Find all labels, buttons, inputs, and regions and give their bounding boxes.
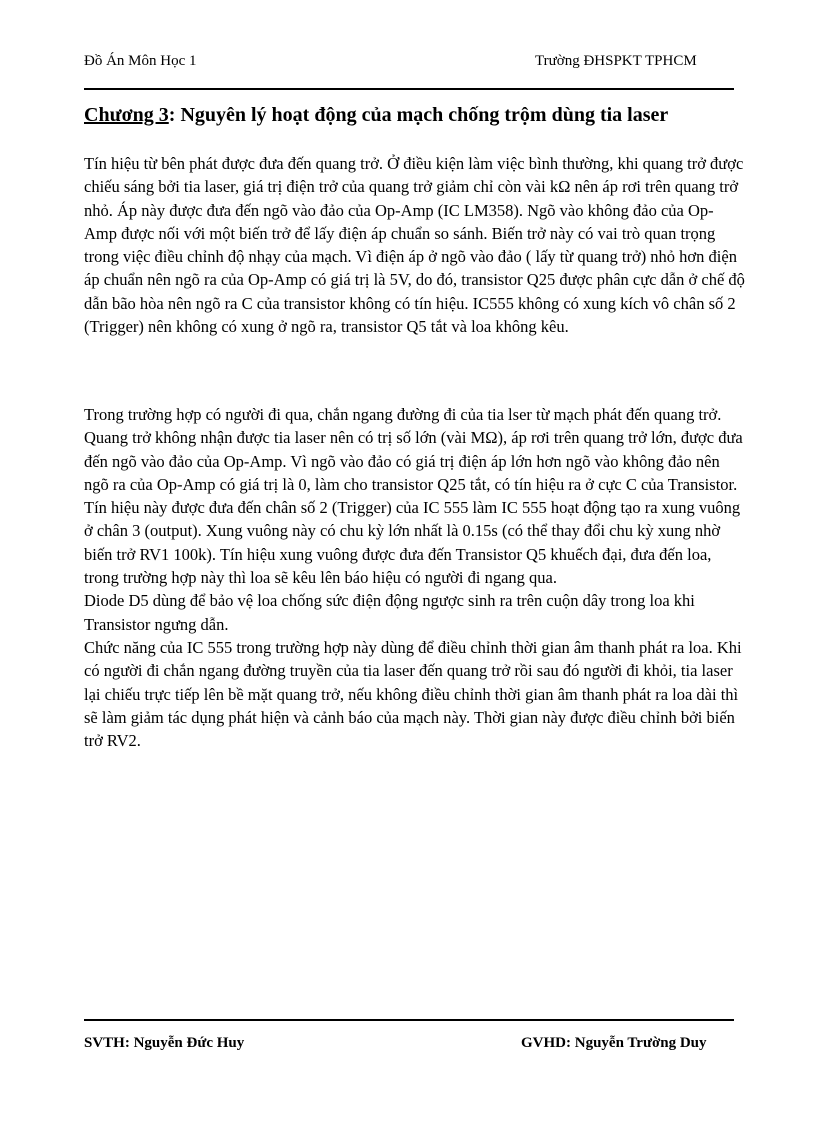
footer-instructor: GVHD: Nguyễn Trường Duy xyxy=(521,1035,707,1051)
body-paragraph: Tín hiệu này được đưa đến chân số 2 (Trigger) của IC 555 làm IC 555 hoạt động tạo ra xung vuông ở chân 3 (output). Xung vuông này có chu kỳ lớn nhất là 0.15s (có thể thay đổi chu kỳ xung nhờ biến trở RV1 100k). Tín hiệu xung vuông được đưa đến Transistor Q5 khuếch đại, đưa đến loa, trong trường hợp này thì loa sẽ kêu lên báo hiệu có người đi ngang qua. xyxy=(84,498,741,588)
body-paragraph: Trong trường hợp có người đi qua, chắn ngang đường đi của tia lser từ mạch phát đến quang trở. Quang trở không nhận được tia laser nên có trị số lớn (vài MΩ), áp rơi trên quang trở lớn, được đưa đến ngõ vào đảo của Op-Amp. Vì ngõ vào đảo có giá trị điện áp lớn hơn ngõ vào không đảo nên ngõ ra của Op-Amp có giá trị là 0, làm cho transistor Q25 tắt, có tín hiệu ra ở cực C của Transistor. xyxy=(84,405,743,494)
chapter-title-separator: : xyxy=(168,104,181,126)
body-paragraph: Tín hiệu từ bên phát được đưa đến quang trở. Ở điều kiện làm việc bình thường, khi quang trở được chiếu sáng bởi tia laser, giá trị điện trở của quang trở giảm chỉ còn vài kΩ nên áp rơi trên quang trở nhỏ. Áp này được đưa đến ngõ vào đảo của Op-Amp (IC LM358). Ngõ vào không đảo của Op-Amp được nối với một biến trở để lấy điện áp chuẩn so sánh. Biến trở này có vai trò quan trọng trong việc điều chỉnh độ nhạy của mạch. Vì điện áp ở ngõ vào đảo ( lấy từ quang trở) nhỏ hơn điện áp chuẩn nên ngõ ra của Op-Amp có giá trị là 5V, do đó, transistor Q25 được phân cực dẫn ở chế độ dẫn bão hòa nên ngõ ra C của transistor không có tín hiệu. IC555 không có xung kích vô chân số 2 (Trigger) nên không có xung ở ngõ ra, transistor Q5 tắt và loa không kêu. xyxy=(84,154,745,337)
header-school-name: Trường ĐHSPKT TPHCM xyxy=(535,53,697,69)
chapter-title xyxy=(84,104,668,127)
body-section-intrusion xyxy=(84,403,746,752)
header-divider xyxy=(84,88,734,90)
body-paragraph: Diode D5 dùng để bảo vệ loa chống sức điện động ngược sinh ra trên cuộn dây trong loa khi Transistor ngưng dẫn. xyxy=(84,591,695,634)
body-paragraph: Chức năng của IC 555 trong trường hợp này dùng để điều chỉnh thời gian âm thanh phát ra loa. Khi có người đi chắn ngang đường truyền của tia laser đến quang trở rồi sau đó người đi khỏi, tia laser lại chiếu trực tiếp lên bề mặt quang trở, nếu không điều chỉnh thời gian âm thanh phát ra loa dài thì sẽ làm giảm tác dụng phát hiện và cảnh báo của mạch này. Thời gian này được điều chỉnh bởi biến trở RV2. xyxy=(84,637,742,751)
chapter-title-text: Nguyên lý hoạt động của mạch chống trộm dùng tia laser xyxy=(180,104,669,126)
footer-student: SVTH: Nguyễn Đức Huy xyxy=(84,1035,245,1051)
header-course-title: Đồ Án Môn Học 1 xyxy=(84,53,197,69)
footer-divider xyxy=(84,1019,734,1021)
body-section-normal-operation xyxy=(84,152,746,338)
chapter-number: Chương 3 xyxy=(84,104,169,126)
